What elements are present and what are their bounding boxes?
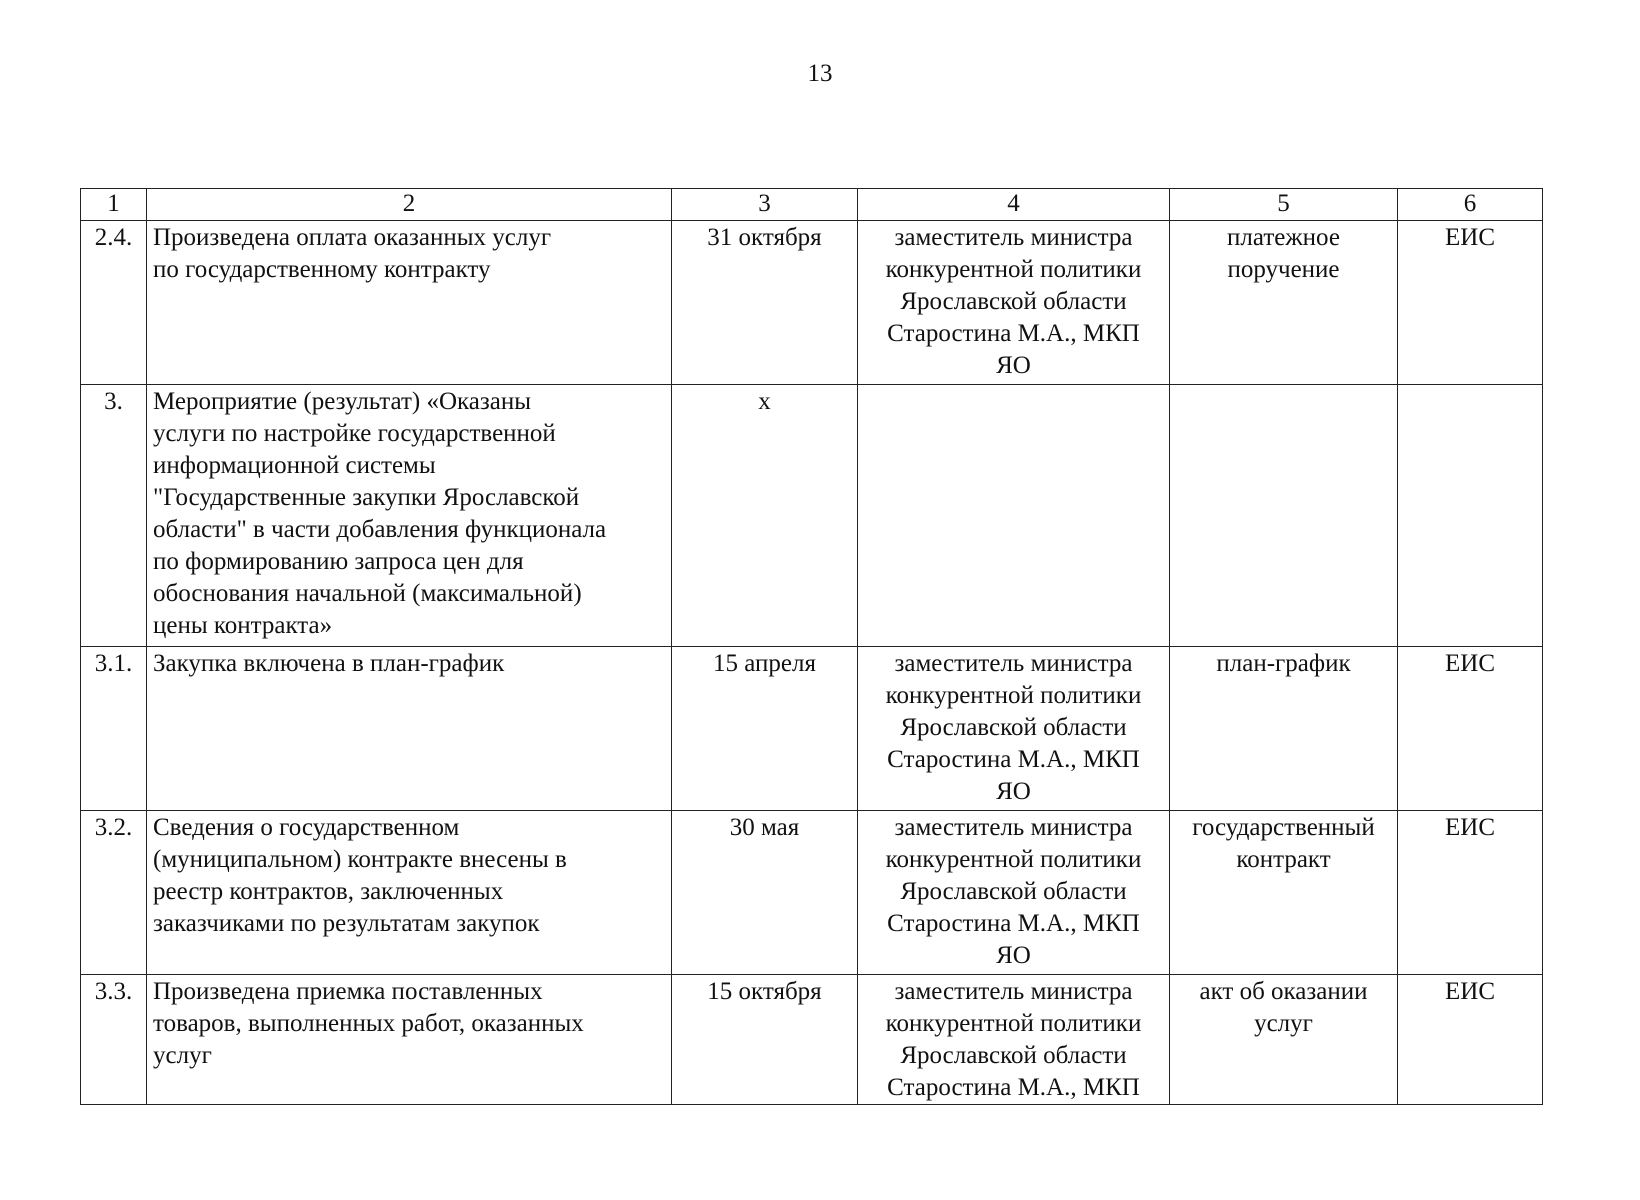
row-responsible: заместитель министра конкурентной политики Ярославской области Старостина М.А., МКП ЯО [858,811,1170,975]
row-title: Произведена оплата оказанных услуг по государственному контракту [147,221,672,385]
row-responsible: заместитель министра конкурентной политики Ярославской области Старостина М.А., МКП ЯО [858,221,1170,385]
row-document: государственный контракт [1170,811,1398,975]
row-date: 30 мая [672,811,858,975]
table-row [81,647,1543,811]
table-row [81,221,1543,385]
row-date: 15 апреля [672,647,858,811]
row-responsible [858,385,1170,647]
table-row [81,811,1543,975]
column-header: 4 [858,189,1170,221]
page-number: 13 [807,60,833,87]
row-number: 2.4. [81,221,147,385]
column-header: 2 [147,189,672,221]
row-number: 3.1. [81,647,147,811]
row-number: 3.2. [81,811,147,975]
row-document: акт об оказании услуг [1170,975,1398,1105]
row-number: 3. [81,385,147,647]
column-header: 1 [81,189,147,221]
row-system: ЕИС [1398,221,1543,385]
row-date: 15 октября [672,975,858,1105]
row-document [1170,385,1398,647]
table-header-row [81,189,1543,221]
table-row [81,975,1543,1105]
table-row [81,385,1543,647]
row-date: 31 октября [672,221,858,385]
row-document: платежное поручение [1170,221,1398,385]
row-document: план-график [1170,647,1398,811]
row-title: Произведена приемка поставленных товаров, выполненных работ, оказанных услуг [147,975,672,1105]
column-header: 6 [1398,189,1543,221]
row-title: Мероприятие (результат) «Оказаны услуги по настройке государственной информационной системы "Государственные закупки Ярославской области" в части добавления функционала по формированию запроса цен для обоснования начальной (максимальной) цены контракта» [147,385,672,647]
row-title: Закупка включена в план-график [147,647,672,811]
row-system: ЕИС [1398,647,1543,811]
row-title: Сведения о государственном (муниципальном) контракте внесены в реестр контрактов, заключенных заказчиками по результатам закупок [147,811,672,975]
column-header: 5 [1170,189,1398,221]
row-date: х [672,385,858,647]
row-responsible: заместитель министра конкурентной политики Ярославской области Старостина М.А., МКП [858,975,1170,1105]
row-system: ЕИС [1398,811,1543,975]
row-number: 3.3. [81,975,147,1105]
row-responsible: заместитель министра конкурентной политики Ярославской области Старостина М.А., МКП ЯО [858,647,1170,811]
row-system [1398,385,1543,647]
column-header: 3 [672,189,858,221]
row-system: ЕИС [1398,975,1543,1105]
plan-table [80,188,1543,1105]
